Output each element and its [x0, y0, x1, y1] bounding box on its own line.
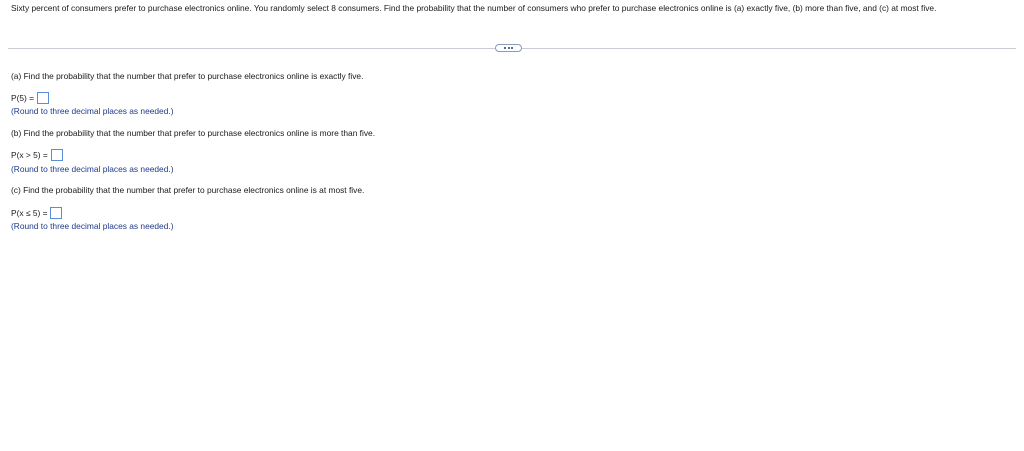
ellipsis-icon-dot [511, 47, 513, 49]
part-a-hint: (Round to three decimal places as needed.) [11, 106, 174, 116]
part-a-answer-input[interactable] [37, 92, 49, 104]
part-b-label: P(x > 5) = [11, 149, 48, 160]
part-b-answer-row [11, 148, 63, 162]
part-c-question: (c) Find the probability that the number that prefer to purchase electronics online is at most five. [11, 185, 365, 195]
part-a-answer-row [11, 91, 49, 105]
part-a-question: (a) Find the probability that the number that prefer to purchase electronics online is exactly five. [11, 71, 364, 81]
part-c-label: P(x ≤ 5) = [11, 207, 48, 218]
part-c-hint: (Round to three decimal places as needed.) [11, 221, 174, 231]
ellipsis-icon-dot [504, 47, 506, 49]
more-options-button[interactable] [495, 44, 522, 52]
part-a-label: P(5) = [11, 92, 35, 103]
part-c-answer-input[interactable] [50, 207, 62, 219]
part-b-answer-input[interactable] [51, 149, 63, 161]
problem-statement: Sixty percent of consumers prefer to purchase electronics online. You randomly select 8 consumers. Find the probability that the number of consumers who prefer to purchase electronics online is (a) exactly five, (b) more than five, and (c) at most five. [11, 3, 937, 13]
part-b-question: (b) Find the probability that the number that prefer to purchase electronics online is more than five. [11, 128, 376, 138]
part-b-hint: (Round to three decimal places as needed.) [11, 164, 174, 174]
ellipsis-icon-dot [508, 47, 510, 49]
part-c-answer-row [11, 206, 62, 220]
divider [8, 44, 1016, 52]
